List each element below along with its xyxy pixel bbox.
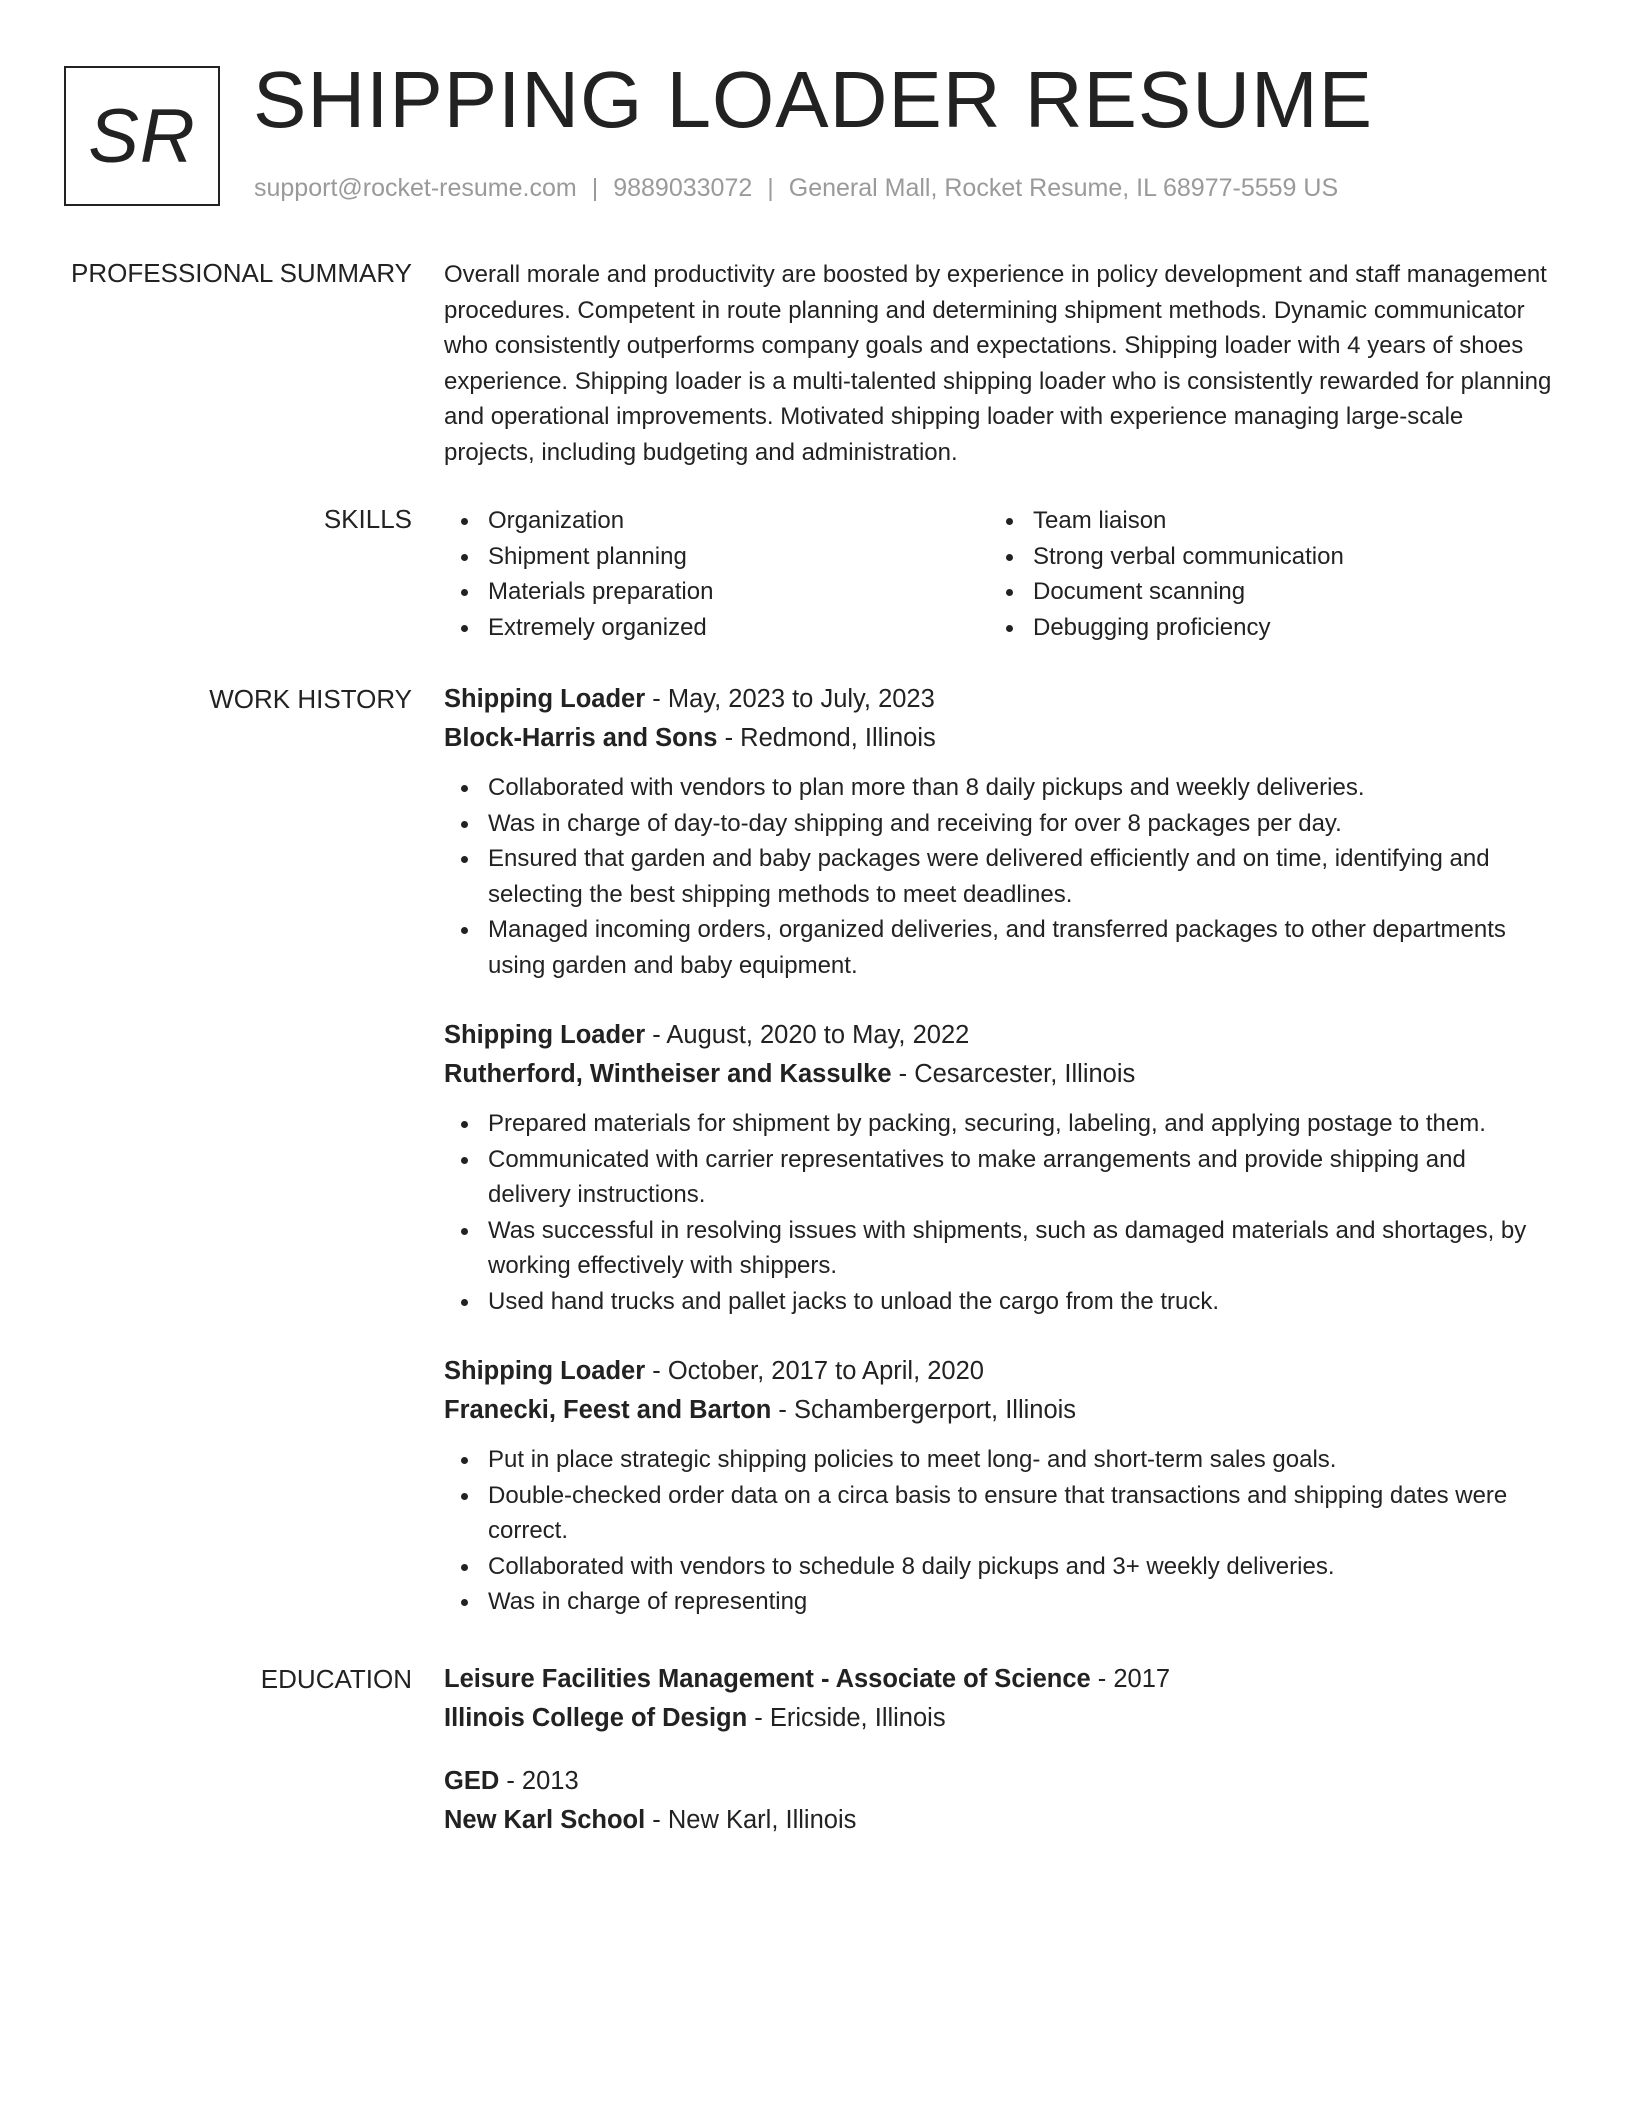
job-company: Rutherford, Wintheiser and Kassulke (444, 1060, 892, 1088)
education-location: - Ericside, Illinois (747, 1704, 946, 1732)
job-title-line (444, 680, 1554, 719)
job-company-line (444, 1055, 1554, 1094)
contact-address: General Mall, Rocket Resume, IL 68977-5559 US (788, 174, 1339, 202)
job-bullet: Was in charge of representing (444, 1584, 1554, 1620)
job-dates: - August, 2020 to May, 2022 (645, 1021, 970, 1049)
education-degree: GED (444, 1767, 500, 1795)
job-bullet: Used hand trucks and pallet jacks to unload the cargo from the truck. (444, 1284, 1554, 1320)
job-title-line (444, 1016, 1554, 1055)
job-location: - Schambergerport, Illinois (771, 1396, 1077, 1424)
skill-item: Strong verbal communication (989, 539, 1534, 575)
job-bullet: Communicated with carrier representatives to make arrangements and provide shipping and delivery instructions. (444, 1142, 1554, 1213)
job-company-line (444, 1391, 1554, 1430)
job-title-line (444, 1352, 1554, 1391)
contact-separator: | (767, 174, 774, 202)
skill-item: Debugging proficiency (989, 610, 1534, 646)
education-year: - 2017 (1090, 1665, 1171, 1693)
education-location: - New Karl, Illinois (645, 1806, 857, 1834)
resume-title: SHIPPING LOADER RESUME (253, 55, 1374, 144)
contact-email[interactable]: support@rocket-resume.com (254, 174, 577, 202)
job-dates: - October, 2017 to April, 2020 (645, 1357, 984, 1385)
contact-line (254, 174, 1338, 203)
job-bullet: Ensured that garden and baby packages were delivered efficiently and on time, identifying and selecting the best shipping methods to meet deadlines. (444, 841, 1554, 912)
summary-heading: PROFESSIONAL SUMMARY (71, 258, 412, 288)
education-school: Illinois College of Design (444, 1704, 748, 1732)
job-company: Franecki, Feest and Barton (444, 1396, 772, 1424)
education-body (444, 1660, 1554, 1864)
skill-item: Materials preparation (444, 574, 989, 610)
education-year: - 2013 (499, 1767, 579, 1795)
skill-item: Document scanning (989, 574, 1534, 610)
job-company: Block-Harris and Sons (444, 724, 718, 752)
skills-column-right (989, 503, 1534, 645)
skill-item: Organization (444, 503, 989, 539)
job-role: Shipping Loader (444, 1357, 646, 1385)
work-history-body (444, 680, 1554, 1653)
job-bullet: Prepared materials for shipment by packing, securing, labeling, and applying postage to them. (444, 1106, 1554, 1142)
job-bullet: Collaborated with vendors to schedule 8 daily pickups and 3+ weekly deliveries. (444, 1549, 1554, 1585)
job-entry (444, 1352, 1554, 1620)
job-bullet: Was successful in resolving issues with shipments, such as damaged materials and shortages, by working effectively with shippers. (444, 1213, 1554, 1284)
job-bullets (444, 770, 1554, 983)
job-bullets (444, 1442, 1554, 1620)
summary-text: Overall morale and productivity are boosted by experience in policy development and staff management procedures. Competent in route planning and determining shipment methods. Dynamic communicator who consistently outperforms company goals and expectations. Shipping loader with 4 years of shoes experience. Shipping loader is a multi-talented shipping loader who is consistently rewarded for planning and operational improvements. Motivated shipping loader with experience managing large-scale projects, including budgeting and administration. (444, 261, 1552, 466)
job-entry (444, 1016, 1554, 1319)
contact-separator: | (591, 174, 599, 202)
education-degree-line (444, 1762, 1554, 1801)
education-school-line (444, 1801, 1554, 1840)
skill-item: Extremely organized (444, 610, 989, 646)
job-bullet: Put in place strategic shipping policies to meet long- and short-term sales goals. (444, 1442, 1554, 1478)
education-heading: EDUCATION (260, 1664, 412, 1694)
skills-body (444, 503, 1554, 645)
skills-heading: SKILLS (323, 504, 412, 534)
job-bullets (444, 1106, 1554, 1319)
education-degree-line (444, 1660, 1554, 1699)
work-history-heading: WORK HISTORY (209, 684, 412, 714)
skill-item: Team liaison (989, 503, 1534, 539)
job-bullet: Was in charge of day-to-day shipping and receiving for over 8 packages per day. (444, 806, 1554, 842)
education-school: New Karl School (444, 1806, 646, 1834)
education-degree: Leisure Facilities Management - Associate of Science (444, 1665, 1091, 1693)
job-role: Shipping Loader (444, 685, 646, 713)
education-entry (444, 1762, 1554, 1840)
job-location: - Redmond, Illinois (717, 724, 936, 752)
contact-phone: 9889033072 (613, 174, 753, 202)
job-bullet: Double-checked order data on a circa basis to ensure that transactions and shipping dates were correct. (444, 1478, 1554, 1549)
skill-item: Shipment planning (444, 539, 989, 575)
summary-body (444, 257, 1554, 470)
job-dates: - May, 2023 to July, 2023 (645, 685, 935, 713)
education-entry (444, 1660, 1554, 1738)
education-school-line (444, 1699, 1554, 1738)
job-role: Shipping Loader (444, 1021, 646, 1049)
job-company-line (444, 719, 1554, 758)
skills-column-left (444, 503, 989, 645)
job-bullet: Collaborated with vendors to plan more than 8 daily pickups and weekly deliveries. (444, 770, 1554, 806)
job-entry (444, 680, 1554, 983)
job-bullet: Managed incoming orders, organized deliveries, and transferred packages to other departments using garden and baby equipment. (444, 912, 1554, 983)
monogram-initials: SR (64, 66, 220, 206)
job-location: - Cesarcester, Illinois (891, 1060, 1136, 1088)
